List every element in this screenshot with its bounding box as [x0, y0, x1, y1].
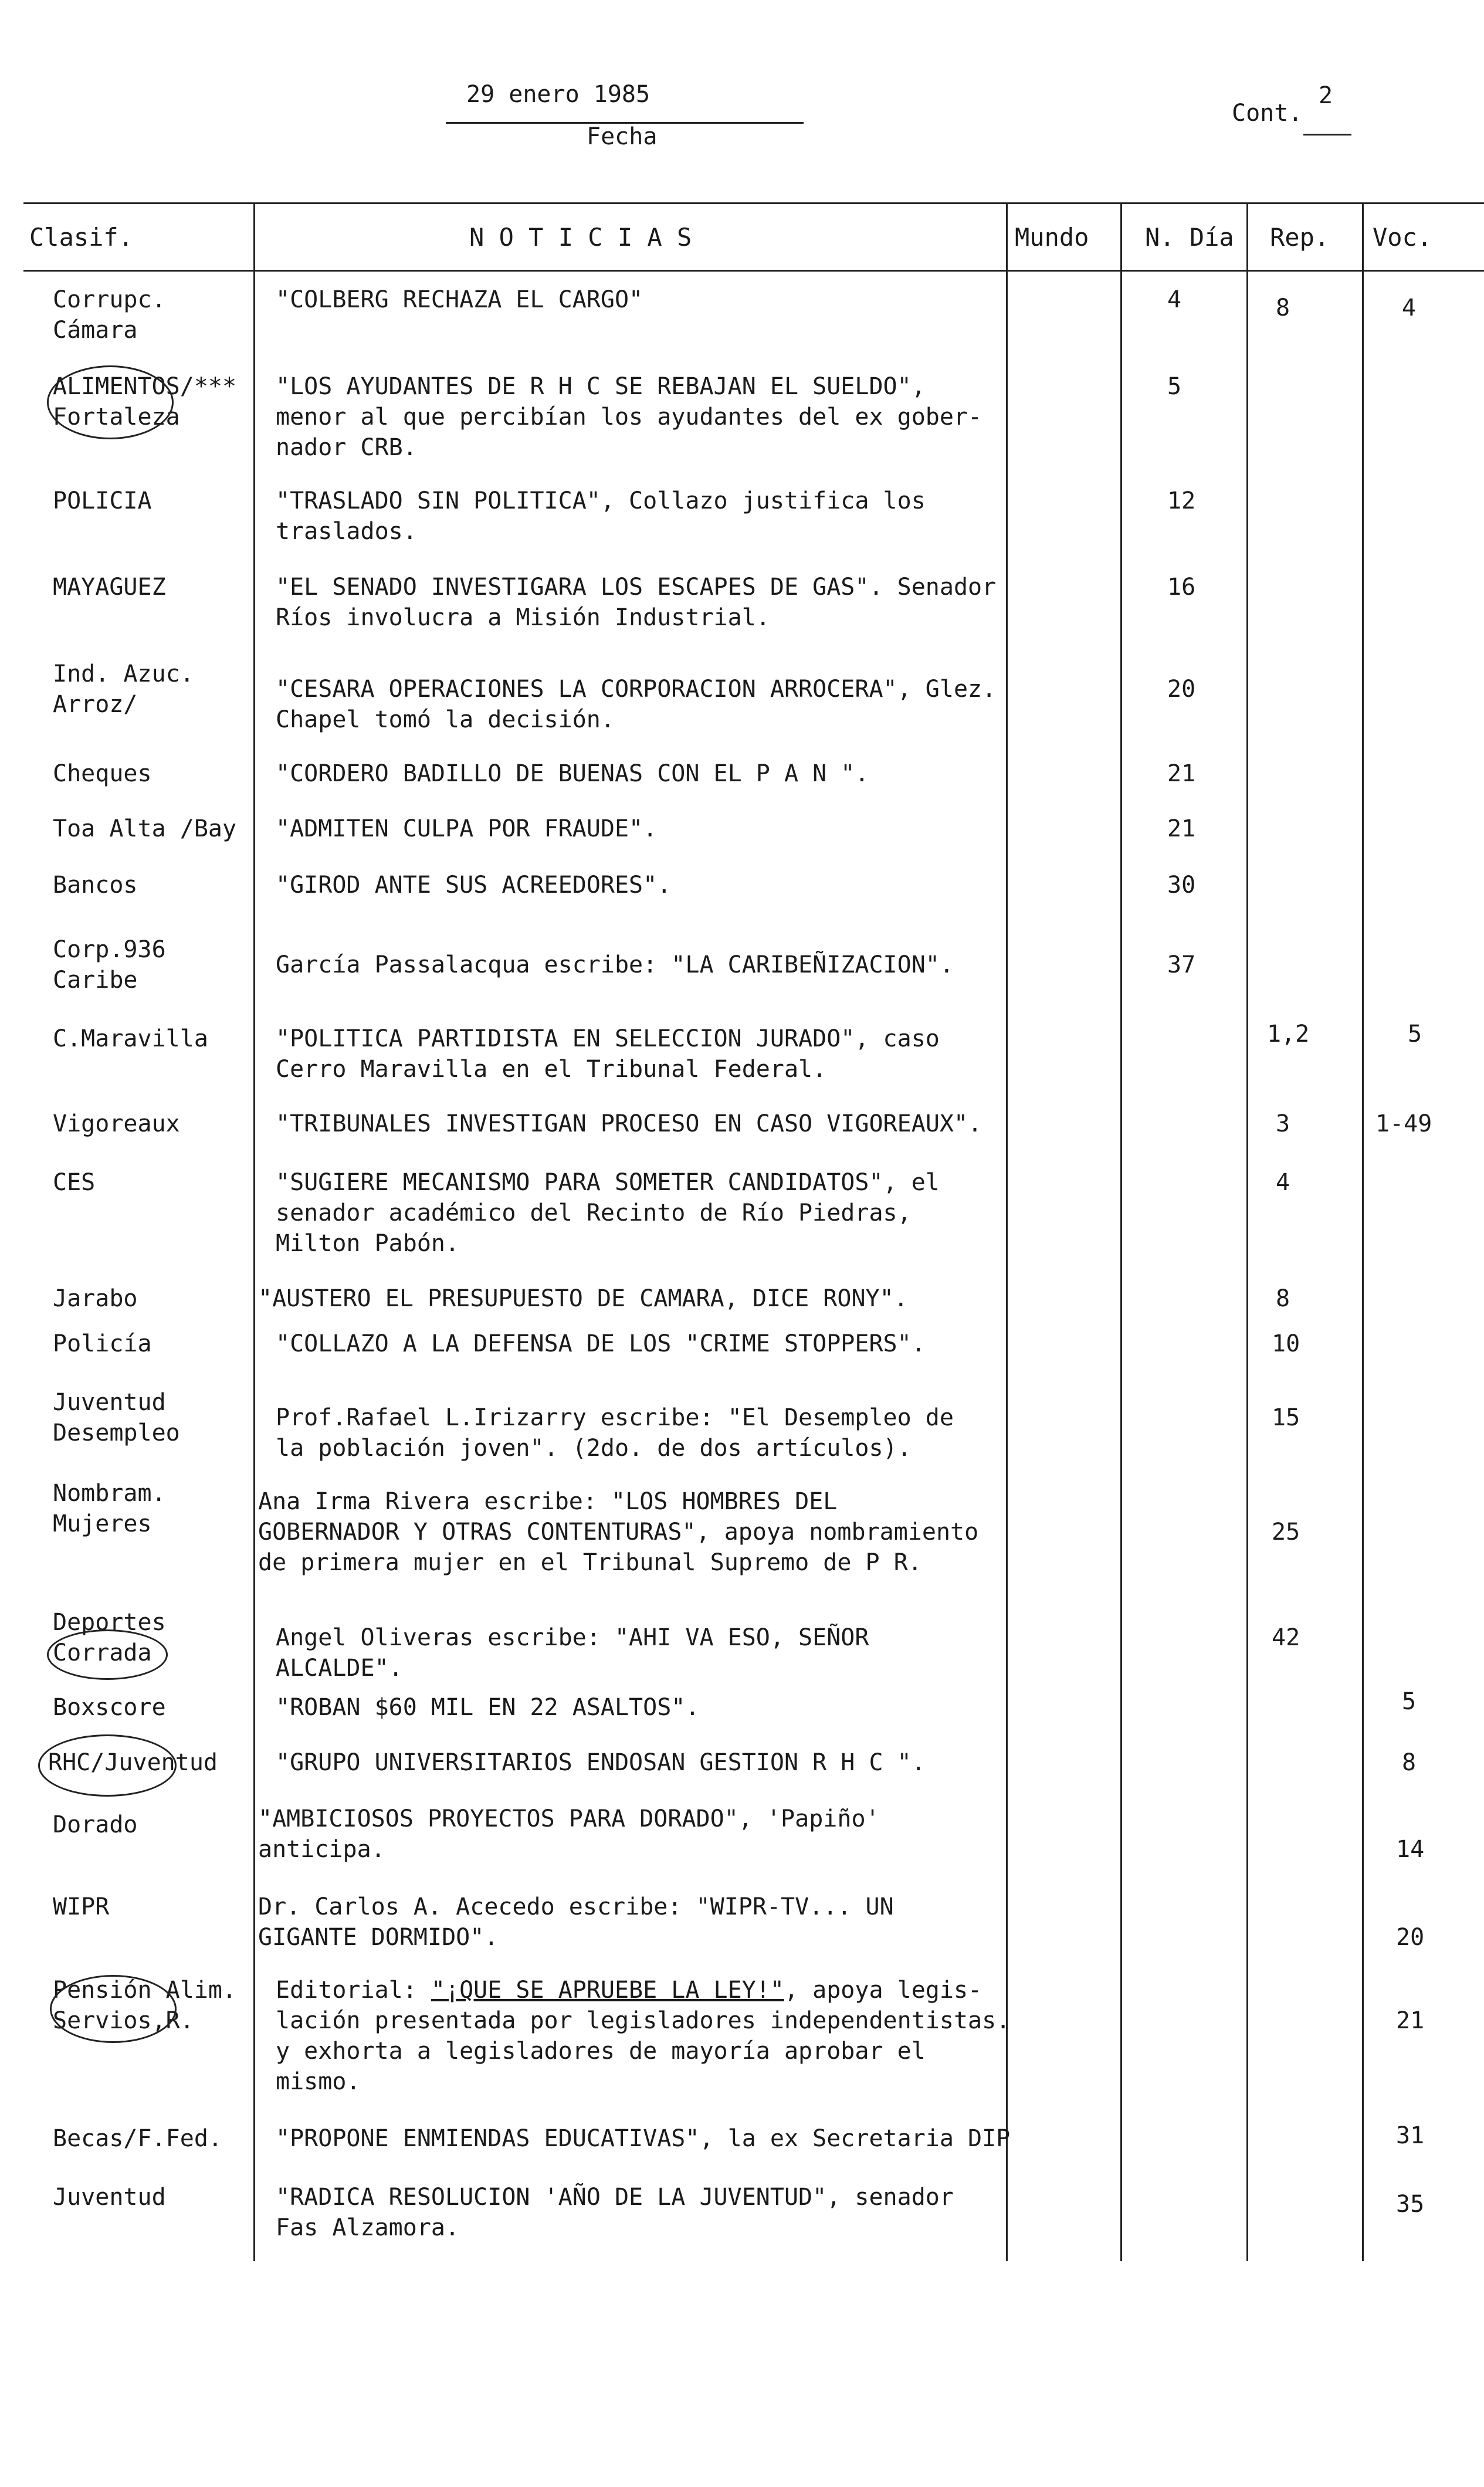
news-table: [23, 202, 1484, 2261]
cont-label: Cont.: [1232, 100, 1303, 127]
row-ndia: 21: [1167, 760, 1196, 787]
row-noticia: Ana Irma Rivera escribe: "LOS HOMBRES DEL GOBERNADOR Y OTRAS CONTENTURAS", apoya nombramiento de primera mujer en el Tribunal Supremo de P R.: [258, 1488, 979, 1576]
row-clasif: Bancos: [53, 872, 138, 899]
row-voc: 4: [1402, 294, 1417, 321]
row-noticia: "GIROD ANTE SUS ACREEDORES".: [276, 872, 672, 899]
row-noticia: "AMBICIOSOS PROYECTOS PARA DORADO", 'Papiño' anticipa.: [258, 1805, 880, 1863]
cont-number: 2: [1319, 82, 1333, 109]
editorial-headline: "¡QUE SE APRUEBE LA LEY!": [431, 1977, 784, 2004]
row-clasif: Cheques: [53, 760, 152, 787]
row-voc: 5: [1408, 1021, 1422, 1048]
row-clasif: Deportes Corrada: [53, 1609, 166, 1666]
row-noticia: "CESARA OPERACIONES LA CORPORACION ARROCERA", Glez. Chapel tomó la decisión.: [276, 676, 997, 733]
row-noticia: "ADMITEN CULPA POR FRAUDE".: [276, 815, 658, 842]
row-voc: 5: [1402, 1688, 1417, 1715]
row-rep: 4: [1276, 1169, 1290, 1196]
row-voc: 35: [1396, 2191, 1425, 2218]
row-voc: 21: [1396, 2007, 1425, 2034]
column-header-ndia: N. Día: [1145, 223, 1234, 252]
row-noticia: Angel Oliveras escribe: "AHI VA ESO, SEÑOR ALCALDE".: [276, 1624, 869, 1682]
row-ndia: 30: [1167, 872, 1196, 899]
row-clasif: C.Maravilla: [53, 1025, 208, 1052]
row-clasif: WIPR: [53, 1893, 110, 1920]
row-noticia: "SUGIERE MECANISMO PARA SOMETER CANDIDATOS", el senador académico del Recinto de Río Piedras, Milton Pabón.: [276, 1169, 940, 1257]
row-noticia: "ROBAN $60 MIL EN 22 ASALTOS".: [276, 1694, 700, 1721]
row-voc: 14: [1396, 1836, 1425, 1863]
row-voc: 1-49: [1375, 1110, 1432, 1137]
handwritten-circle: [38, 1734, 177, 1797]
row-clasif: Corp.936 Caribe: [53, 936, 166, 994]
row-ndia: 20: [1167, 676, 1196, 703]
row-clasif: Pensión Alim. Servios,R.: [53, 1977, 237, 2034]
row-ndia: 16: [1167, 574, 1196, 601]
row-noticia: "AUSTERO EL PRESUPUESTO DE CAMARA, DICE RONY".: [258, 1285, 908, 1312]
column-divider: [1362, 202, 1364, 2261]
row-noticia: "CORDERO BADILLO DE BUENAS CON EL P A N ".: [276, 760, 869, 787]
handwritten-circle: [50, 1975, 177, 2043]
row-clasif: MAYAGUEZ: [53, 574, 166, 601]
row-rep: 10: [1272, 1330, 1300, 1357]
row-noticia: "COLBERG RECHAZA EL CARGO": [276, 286, 643, 313]
row-noticia: "RADICA RESOLUCION 'AÑO DE LA JUVENTUD", senador Fas Alzamora.: [276, 2184, 954, 2241]
column-header-rep: Rep.: [1270, 223, 1330, 252]
row-noticia: "POLITICA PARTIDISTA EN SELECCION JURADO", caso Cerro Maravilla en el Tribunal Federal.: [276, 1025, 940, 1083]
row-clasif: Toa Alta /Bay: [53, 815, 237, 842]
row-noticia: Dr. Carlos A. Acecedo escribe: "WIPR-TV... UN GIGANTE DORMIDO".: [258, 1893, 894, 1951]
row-noticia: "LOS AYUDANTES DE R H C SE REBAJAN EL SUELDO", menor al que percibían los ayudantes del ex gober- nador CRB.: [276, 373, 982, 461]
editorial-body: , apoya legis- lación presentada por legisladores independentistas. y exhorta a legisladores de mayoría aprobar el mismo.: [276, 1977, 1011, 2095]
row-clasif: Becas/F.Fed.: [53, 2125, 222, 2152]
row-noticia: "TRASLADO SIN POLITICA", Collazo justifica los traslados.: [276, 487, 926, 545]
column-header-voc: Voc.: [1373, 223, 1432, 252]
table-top-border: [23, 202, 1484, 204]
row-ndia: 5: [1167, 373, 1182, 400]
row-rep: 1,2: [1267, 1021, 1310, 1048]
handwritten-circle: [47, 365, 174, 439]
row-noticia: "COLLAZO A LA DEFENSA DE LOS "CRIME STOPPERS".: [276, 1330, 926, 1357]
row-clasif: Corrupc. Cámara: [53, 286, 166, 344]
row-clasif: Dorado: [53, 1811, 138, 1838]
table-header-border: [23, 270, 1484, 272]
row-noticia: "EL SENADO INVESTIGARA LOS ESCAPES DE GAS". Senador Ríos involucra a Misión Industrial.: [276, 574, 997, 631]
column-header-mundo: Mundo: [1015, 223, 1089, 252]
row-clasif: Ind. Azuc. Arroz/: [53, 660, 194, 718]
row-rep: 8: [1276, 294, 1290, 321]
row-noticia: [276, 1975, 1032, 2097]
row-rep: 15: [1272, 1404, 1300, 1431]
row-ndia: 37: [1167, 951, 1196, 978]
row-noticia: "PROPONE ENMIENDAS EDUCATIVAS", la ex Secretaria DIP: [276, 2125, 1011, 2152]
row-rep: 3: [1276, 1110, 1290, 1137]
row-clasif: Juventud: [53, 2184, 166, 2211]
handwritten-circle: [47, 1629, 168, 1680]
row-clasif: Vigoreaux: [53, 1110, 180, 1137]
row-ndia: 12: [1167, 487, 1196, 514]
row-noticia: "GRUPO UNIVERSITARIOS ENDOSAN GESTION R H C ".: [276, 1749, 926, 1776]
row-clasif: Policía: [53, 1330, 152, 1357]
row-clasif: POLICIA: [53, 487, 152, 514]
row-clasif: CES: [53, 1169, 96, 1196]
date-label: Fecha: [587, 123, 658, 150]
row-clasif: Juventud Desempleo: [53, 1389, 180, 1446]
row-clasif: Boxscore: [53, 1694, 166, 1721]
row-clasif: RHC/Juventud: [48, 1749, 218, 1776]
row-voc: 31: [1396, 2122, 1425, 2149]
column-header-noticias: N O T I C I A S: [469, 223, 692, 252]
row-voc: 8: [1402, 1749, 1417, 1776]
row-rep: 42: [1272, 1624, 1300, 1651]
row-rep: 8: [1276, 1285, 1290, 1312]
row-ndia: 21: [1167, 815, 1196, 842]
row-voc: 20: [1396, 1924, 1425, 1951]
column-header-clasif: Clasif.: [29, 223, 134, 252]
row-noticia: Prof.Rafael L.Irizarry escribe: "El Desempleo de la población joven". (2do. de dos artículos).: [276, 1404, 954, 1462]
row-rep: 25: [1272, 1519, 1300, 1546]
row-noticia: García Passalacqua escribe: "LA CARIBEÑIZACION".: [276, 951, 954, 978]
row-clasif: Nombram. Mujeres: [53, 1480, 166, 1537]
column-divider: [1246, 202, 1248, 2261]
row-noticia: "TRIBUNALES INVESTIGAN PROCESO EN CASO VIGOREAUX".: [276, 1110, 982, 1137]
header-date: 29 enero 1985: [466, 81, 650, 108]
editorial-prefix: Editorial:: [276, 1977, 431, 2004]
column-divider: [1120, 202, 1122, 2261]
row-clasif: Jarabo: [53, 1285, 138, 1312]
cont-underline: [1303, 134, 1351, 135]
row-ndia: 4: [1167, 286, 1182, 313]
row-clasif: ALIMENTOS/*** Fortaleza: [53, 373, 237, 431]
